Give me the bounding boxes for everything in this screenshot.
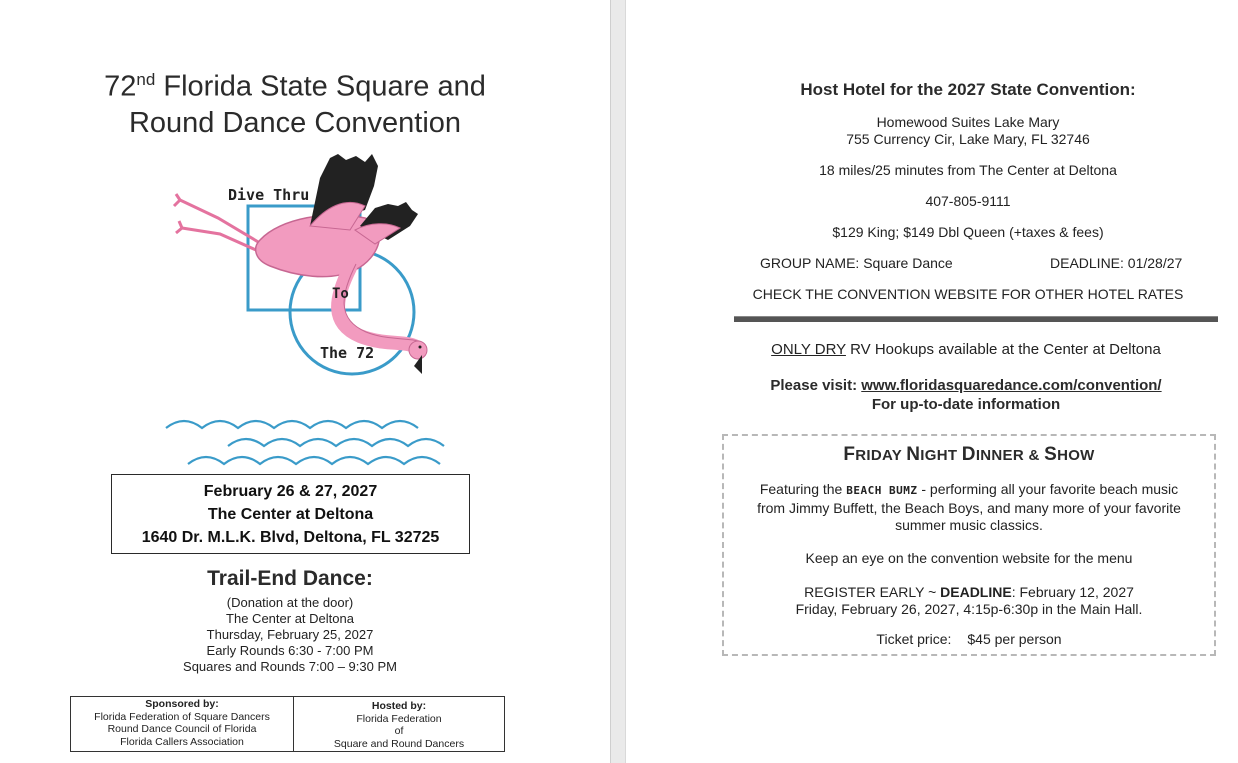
section-divider (734, 316, 1218, 322)
title-cap: F (843, 444, 856, 465)
hotel-rates: $129 King; $149 Dbl Queen (+taxes & fees) (832, 224, 1104, 240)
visit-line2: For up-to-date information (871, 396, 1061, 413)
right-flyer-page (626, 0, 1238, 763)
title-line1: Florida State Square and (155, 70, 486, 103)
rv-emphasis: ONLY DRY (771, 341, 846, 358)
trail-end-details (130, 595, 450, 675)
flamingo-logo (160, 148, 440, 388)
desc-line2: from Jimmy Buffett, the Beach Boys, and many more of your favorite (757, 499, 1181, 516)
title-line2: Round Dance Convention (128, 106, 462, 139)
title-ordinal: nd (136, 70, 156, 89)
visit-prefix: Please visit: (770, 377, 862, 394)
logo-the72-text: The 72 (320, 344, 375, 362)
rv-hookups-note (716, 341, 1216, 358)
dinner-show-box (722, 434, 1216, 656)
title-number: 72 (104, 70, 137, 103)
desc-line3: summer music classics. (895, 517, 1043, 533)
sponsor-host-box (70, 696, 505, 752)
event-address: 1640 Dr. M.L.K. Blvd, Deltona, FL 32725 (141, 529, 440, 546)
event-info-box (111, 474, 470, 554)
event-date: February 26 & 27, 2027 (203, 483, 378, 500)
sponsors-column (71, 697, 294, 751)
hotel-distance: 18 miles/25 minutes from The Center at Deltona (819, 162, 1117, 178)
hotel-group-name: GROUP NAME: Square Dance (760, 255, 953, 271)
desc-prefix: Featuring the (759, 481, 847, 497)
register-deadline-label: DEADLINE (940, 584, 1012, 600)
convention-website-link[interactable]: www.floridasquaredance.com/convention/ (861, 377, 1162, 394)
menu-note: Keep an eye on the convention website for the menu (805, 550, 1133, 566)
trail-end-line: The Center at Deltona (226, 611, 354, 626)
flamingo-head (409, 341, 427, 359)
ticket-price (734, 631, 1204, 647)
host-item: Square and Round Dancers (333, 737, 465, 750)
title-smallcaps: HOW (1057, 447, 1095, 464)
trail-end-line: Thursday, February 25, 2027 (206, 627, 374, 642)
sponsor-item: Round Dance Council of Florida (107, 723, 257, 735)
rv-rest: RV Hookups available at the Center at Deltona (845, 341, 1161, 358)
logo-to-text: To (332, 286, 349, 302)
host-item: of (394, 725, 404, 737)
register-deadline-value: : February 12, 2027 (1011, 584, 1134, 600)
hosts-heading: Hosted by: (371, 700, 427, 712)
page-gutter (610, 0, 626, 763)
title-cap: S (1044, 444, 1058, 465)
register-prefix: REGISTER EARLY ~ (804, 584, 941, 600)
trail-end-title: Trail-End Dance: (207, 567, 373, 590)
convention-title (60, 62, 530, 141)
host-item: Florida Federation (356, 712, 442, 725)
sponsors-heading: Sponsored by: (145, 698, 219, 710)
trail-end-line: Squares and Rounds 7:00 – 9:30 PM (183, 659, 397, 674)
left-flyer-page (0, 0, 610, 763)
hotel-check-website: CHECK THE CONVENTION WEBSITE FOR OTHER HOTEL RATES (752, 286, 1184, 302)
waves-graphic (160, 408, 450, 474)
title-smallcaps: IGHT (920, 447, 962, 464)
sponsor-item: Florida Callers Association (120, 735, 244, 748)
trail-end-line: (Donation at the door) (226, 595, 354, 610)
ticket-label: Ticket price: (876, 631, 952, 647)
dinner-when: Friday, February 26, 2027, 4:15p-6:30p in the Main Hall. (795, 601, 1143, 617)
trail-end-line: Early Rounds 6:30 - 7:00 PM (206, 643, 374, 658)
dinner-description (734, 481, 1204, 535)
visit-website-note (716, 376, 1216, 414)
event-venue: The Center at Deltona (207, 506, 374, 523)
desc-rest: - performing all your favorite beach music (917, 481, 1179, 497)
title-cap: N (906, 444, 921, 465)
hotel-heading: Host Hotel for the 2027 State Convention: (800, 80, 1136, 99)
hotel-deadline: DEADLINE: 01/28/27 (1050, 255, 1183, 271)
title-smallcaps: INNER & (975, 447, 1045, 464)
hotel-phone: 407-805-9111 (925, 193, 1011, 209)
logo-dive-text: Dive Thru (228, 186, 310, 204)
hotel-address: 755 Currency Cir, Lake Mary, FL 32746 (846, 131, 1090, 147)
dinner-show-title (724, 444, 1214, 466)
title-cap: D (961, 444, 976, 465)
register-info (734, 584, 1204, 618)
hotel-name: Homewood Suites Lake Mary (876, 114, 1060, 130)
sponsor-item: Florida Federation of Square Dancers (94, 710, 270, 723)
band-name: BEACH BUMZ (846, 484, 918, 497)
hosts-column (294, 697, 504, 751)
title-smallcaps: RIDAY (855, 447, 907, 464)
ticket-value: $45 per person (967, 631, 1062, 647)
